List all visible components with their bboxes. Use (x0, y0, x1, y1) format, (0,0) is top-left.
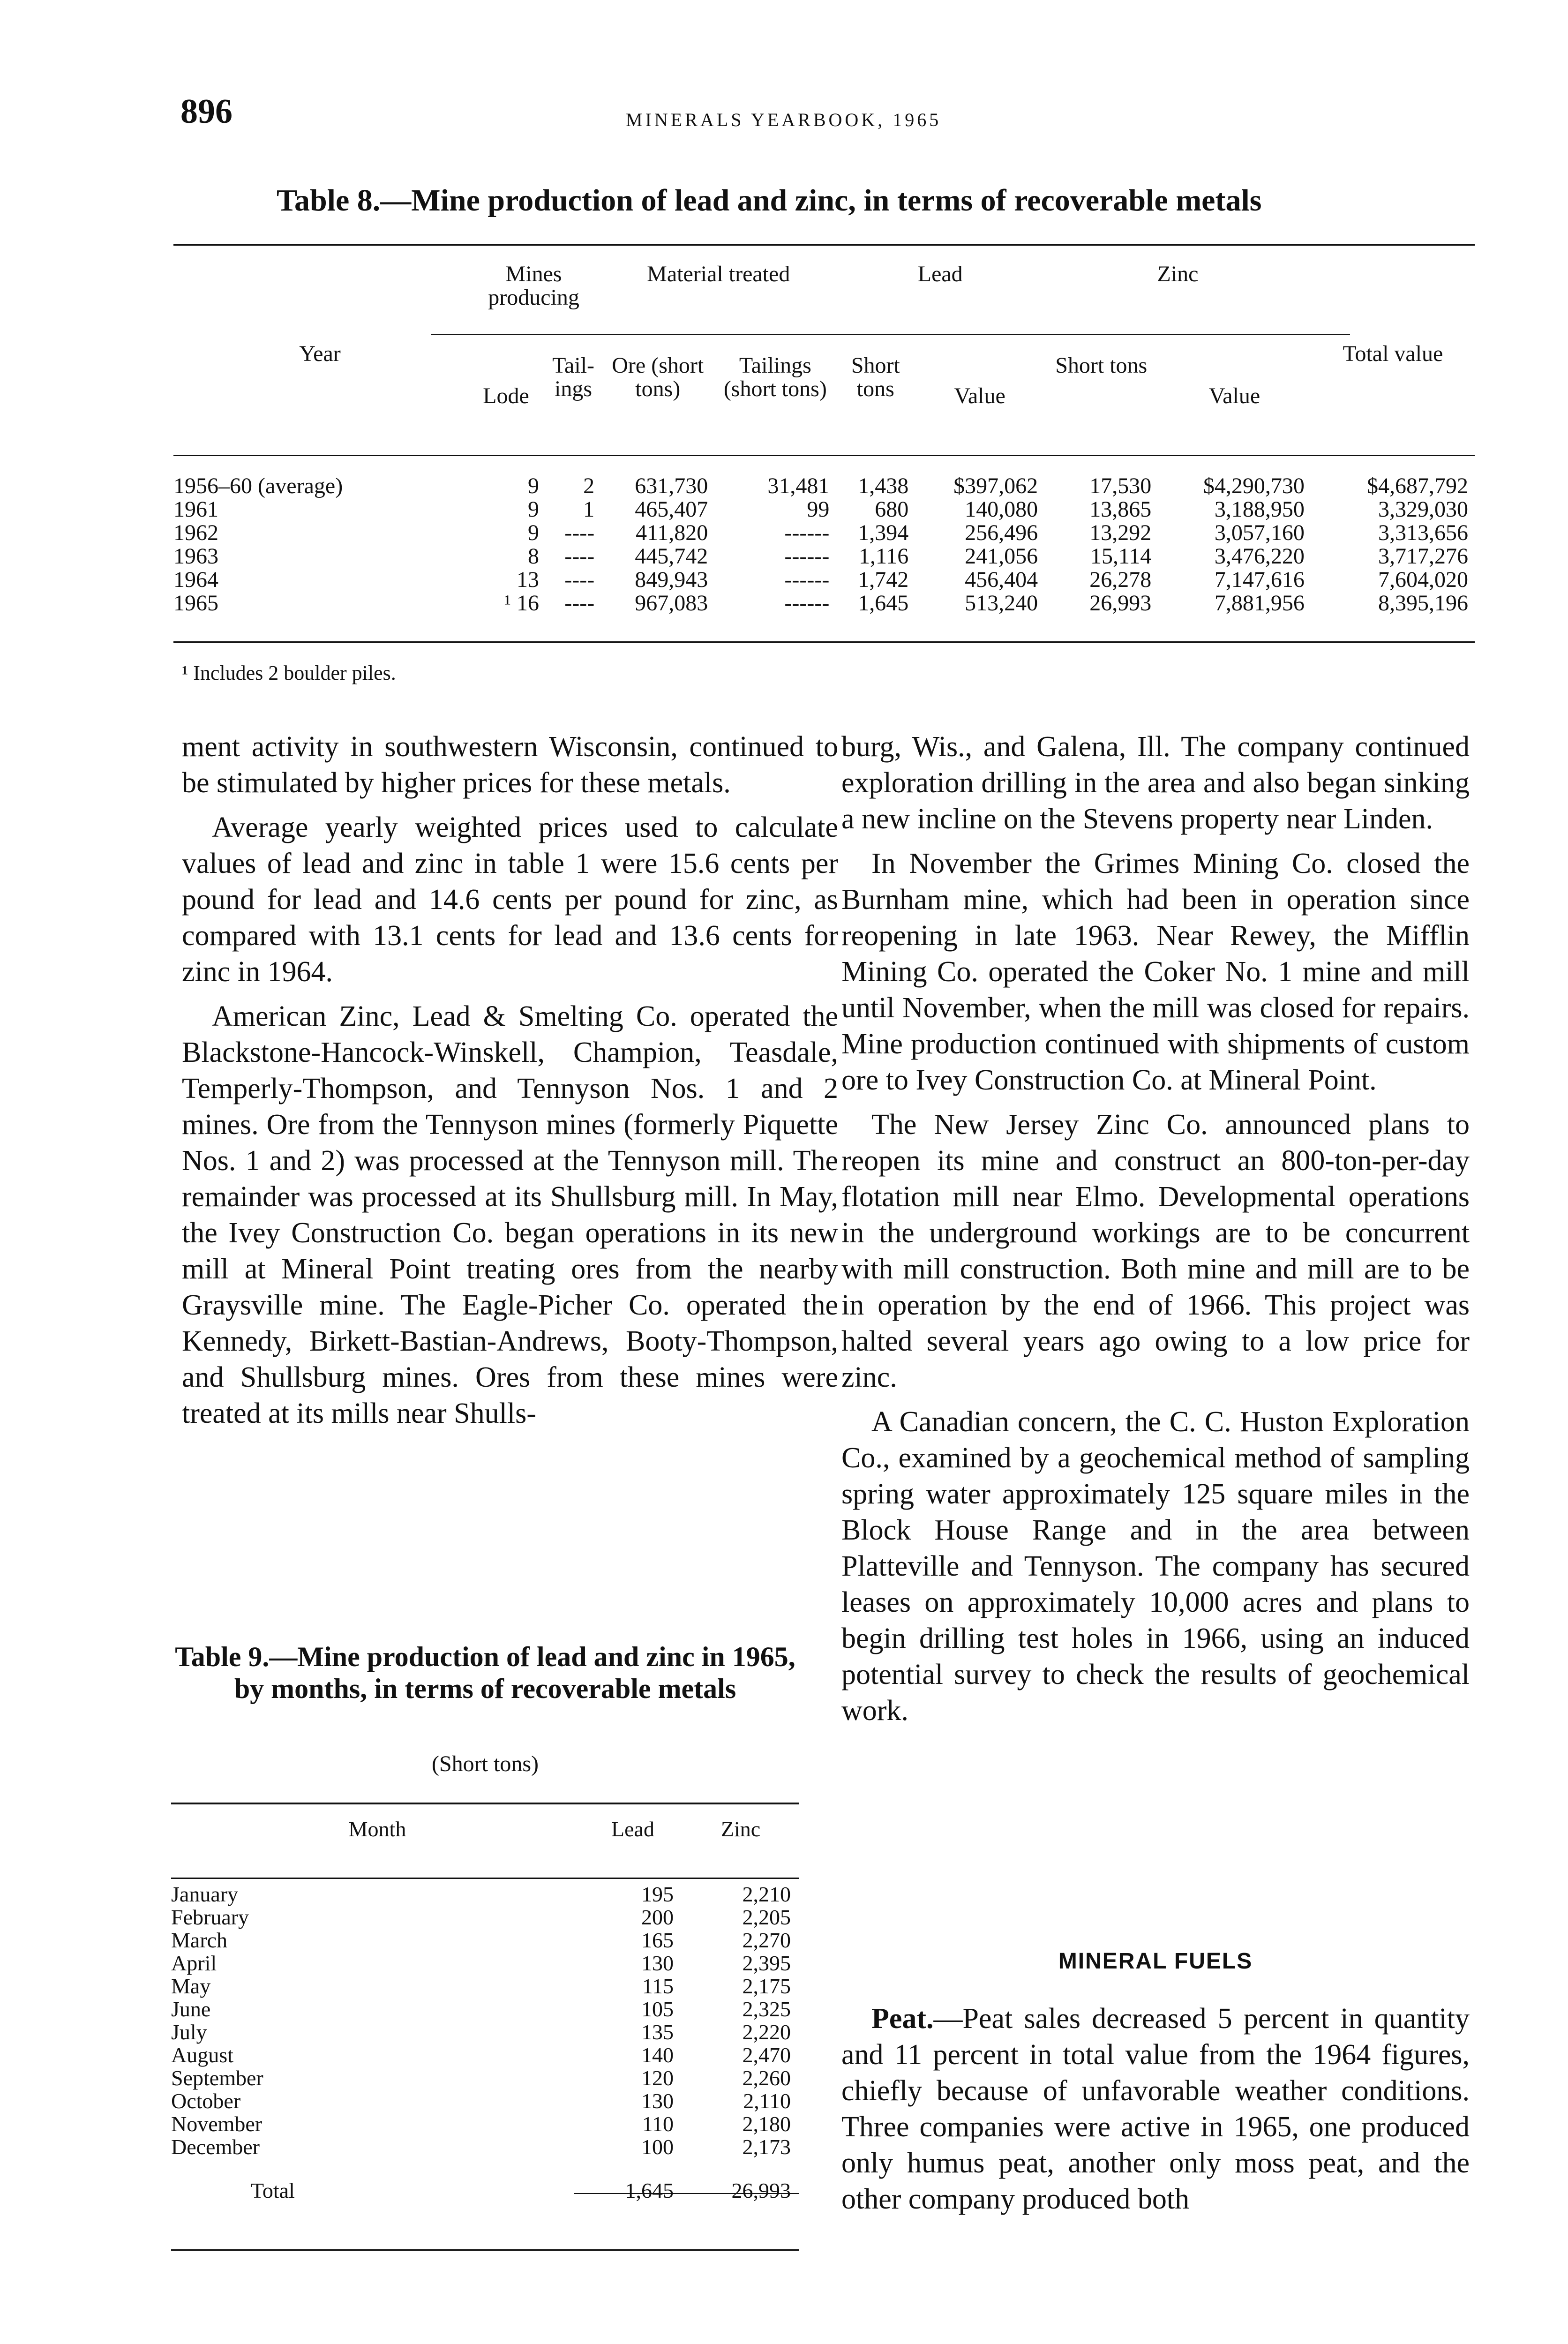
col-zinc: Zinc (1157, 262, 1199, 286)
table8-top-rule (173, 244, 1475, 246)
table9-bottom-rule (171, 2249, 799, 2251)
paragraph: American Zinc, Lead & Smelting Co. operated the Blackstone-Hancock-Winskell, Champion, Teasdale, Temperly-Thompson, and Tennyson Nos. 1 and 2 mines. Ore from the Tennyson mines (formerly Piquette Nos. 1 and 2) was processed at the Tennyson mill. The remainder was processed at its Shullsburg mill. In May, the Ivey Construction Co. began operations in its new mill at Mineral Point treating ores from the nearby Graysville mine. The Eagle-Picher Co. operated the Kennedy, Birkett-Bastian-Andrews, Booty-Thompson, and Shullsburg mines. Ores from these mines were treated at its mills near Shulls- (182, 1000, 838, 1429)
table9-top-rule (171, 1803, 799, 1804)
col-zinc-value: Value (1208, 383, 1260, 409)
table9-total-row: Total 1,645 26,993 (251, 2179, 791, 2202)
col-ore: Ore (short tons) (612, 353, 704, 401)
col-zinc-short-tons: Short tons (1055, 353, 1148, 378)
table9-title: Table 9.—Mine production of lead and zinc in 1965, by months, in terms of recoverable metals (175, 1641, 795, 1704)
col-tailings-mines: Tail- ings (552, 353, 595, 401)
peat-text: —Peat sales decreased 5 percent in quantity and 11 percent in total value from the 1964 figures, chiefly because of unfavorable weather conditions. Three companies were active in 1965, one produced only humus peat, another only moss peat, and the other company produced both (841, 2003, 1470, 2215)
col-total-value: Total value (1343, 341, 1443, 367)
table8-row: 1956–60 (average) 9 2 631,730 31,481 1,438 $397,062 17,530 $4,290,730 $4,687,792 (173, 473, 1468, 498)
paragraph: The New Jersey Zinc Co. announced plans to reopen its mine and construct an 800-ton-per-day flotation mill near Elmo. Developmental operations in the underground workings are to be concurrent with mill construction. Both mine and mill are to be in operation by the end of 1966. This project was halted several years ago owing to a low price for zinc. (841, 1109, 1470, 1393)
table9-row: December 100 2,173 (171, 2135, 791, 2159)
table8-row: 1961 9 1 465,407 99 680 140,080 13,865 3,188,950 3,329,030 (173, 496, 1468, 522)
col-zinc: Zinc (720, 1817, 761, 1841)
peat-paragraph (841, 2001, 1470, 2226)
page-number: 896 (180, 92, 233, 131)
col-tailings: Tailings (short tons) (723, 353, 827, 401)
col-material-treated: Material treated (647, 262, 790, 286)
table9-row: June 105 2,325 (171, 1997, 791, 2021)
table8 (173, 253, 1475, 615)
table9-row: August 140 2,470 (171, 2043, 791, 2067)
table8-bottom-rule (173, 641, 1475, 643)
paragraph: In November the Grimes Mining Co. closed the Burnham mine, which had been in operation since reopening in late 1963. Near Rewey, the Mifflin Mining Co. operated the Coker No. 1 mine and mill until November, when the mill was closed for repairs. Mine production continued with shipments of custom ore to Ivey Construction Co. at Mineral Point. (841, 848, 1470, 1096)
paragraph: burg, Wis., and Galena, Ill. The company continued exploration drilling in the area and also began sinking a new incline on the Stevens property near Linden. (841, 731, 1470, 835)
table9-row: July 135 2,220 (171, 2020, 791, 2044)
col-lead: Lead (917, 262, 963, 286)
table9-row: March 165 2,270 (171, 1928, 791, 1952)
table9-row: February 200 2,205 (171, 1905, 791, 1929)
table8-row: 1963 8 ---- 445,742 ------ 1,116 241,056 15,114 3,476,220 3,717,276 (173, 543, 1468, 569)
paragraph: Average yearly weighted prices used to calculate values of lead and zinc in table 1 were 15.6 cents per pound for lead and 14.6 cents per pound for zinc, as compared with 13.1 cents for lead and 13.6 cents for zinc in 1964. (182, 811, 838, 988)
peat-run-in-head: Peat. (871, 2003, 934, 2035)
table8-row: 1965 ¹ 16 ---- 967,083 ------ 1,645 513,240 26,993 7,881,956 8,395,196 (173, 590, 1468, 616)
col-mines-producing: Mines producing (488, 262, 579, 310)
right-text-column (841, 729, 1470, 1737)
table8-title: Table 8.—Mine production of lead and zinc, in terms of recoverable metals (277, 183, 1262, 218)
table9 (171, 1807, 799, 2202)
col-lead-short-tons: Short tons (851, 353, 900, 401)
col-lead: Lead (611, 1817, 654, 1841)
table9-row: January 195 2,210 (171, 1882, 791, 1906)
col-lead-value: Value (954, 383, 1005, 409)
table9-row: September 120 2,260 (171, 2066, 791, 2090)
col-year: Year (299, 341, 341, 367)
paragraph: ment activity in southwestern Wisconsin, continued to be stimulated by higher prices for these metals. (182, 731, 838, 799)
table9-row: October 130 2,110 (171, 2089, 791, 2113)
left-text-column (182, 729, 838, 1440)
paragraph: A Canadian concern, the C. C. Huston Exploration Co., examined by a geochemical method of sampling spring water approximately 125 square miles in the Block House Range and in the area between Platteville and Tennyson. The company has secured leases on approximately 10,000 acres and plans to begin drilling test holes in 1966, using an induced potential survey to check the results of geochemical work. (841, 1406, 1470, 1727)
section-heading: MINERAL FUELS (1058, 1949, 1253, 1974)
table9-row: May 115 2,175 (171, 1974, 791, 1998)
col-month: Month (348, 1817, 406, 1841)
table8-row: 1962 9 ---- 411,820 ------ 1,394 256,496 13,292 3,057,160 3,313,656 (173, 520, 1468, 545)
table8-footnote: ¹ Includes 2 boulder piles. (182, 661, 396, 684)
table8-row: 1964 13 ---- 849,943 ------ 1,742 456,404 26,278 7,147,616 7,604,020 (173, 567, 1468, 592)
col-lode: Lode (483, 383, 529, 409)
table9-subtitle: (Short tons) (432, 1751, 539, 1776)
table9-row: November 110 2,180 (171, 2112, 791, 2136)
table9-row: April 130 2,395 (171, 1951, 791, 1975)
running-title: MINERALS YEARBOOK, 1965 (626, 109, 942, 130)
